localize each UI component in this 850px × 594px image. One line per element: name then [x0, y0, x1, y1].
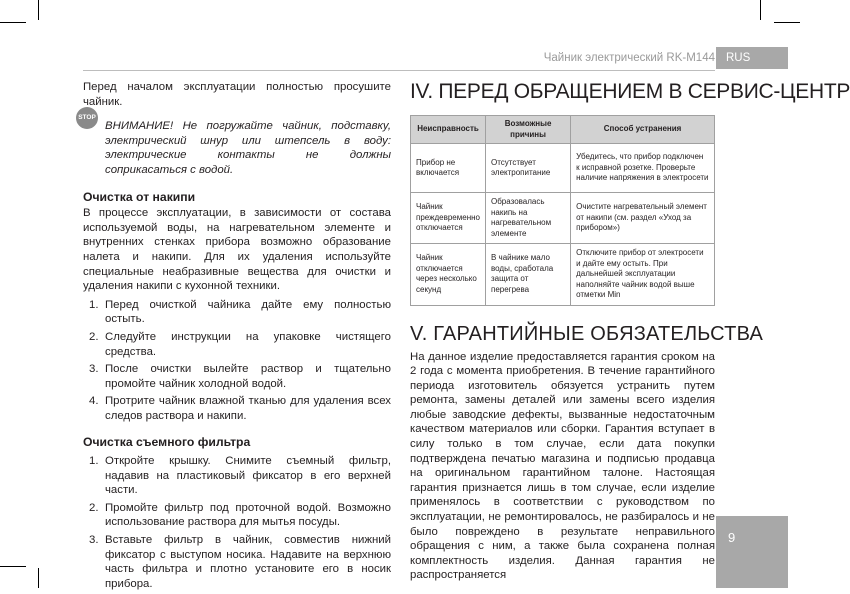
crop-mark: [38, 0, 39, 20]
stop-icon: STOP: [76, 107, 98, 129]
crop-mark: [0, 566, 26, 567]
table-row: [411, 144, 715, 193]
list-item: 4. Протрите чайник влажной тканью для удаления всех следов раствора и накипи.: [89, 395, 391, 422]
list-item: 1. Откройте крышку. Снимите съемный фильтр, надавив на пластиковый фиксатор в его верхней части.: [89, 455, 391, 497]
page-number: 9: [716, 516, 788, 588]
warning-text: ВНИМАНИЕ! Не погружайте чайник, подставку, электрический шнур или штепсель в воду: электрические контакты не должны соприкасаться с водой.: [105, 120, 391, 176]
scale-steps: [83, 298, 391, 424]
table-row: [411, 244, 715, 306]
list-item: 2. Следуйте инструкции на упаковке чистящего средства.: [89, 330, 391, 358]
table-cell: Чайник отключается через несколько секунд: [411, 244, 486, 306]
table-cell: Прибор не включается: [411, 144, 486, 193]
service-heading: IV. ПЕРЕД ОБРАЩЕНИЕМ В СЕРВИС-ЦЕНТР: [410, 80, 850, 103]
filter-heading: Очистка съемного фильтра: [83, 435, 251, 450]
list-item: 1. Перед очисткой чайника дайте ему полностью остыть.: [89, 298, 391, 326]
scale-text: В процессе эксплуатации, в зависимости от состава используемой воды, на нагревательном элементе и внутренних стенках прибора возможно образование налета и накипи. Для их удаления используйте специальные неабразивные вещества для очистки и удаления накипи с кухонной техники.: [83, 207, 391, 293]
crop-mark: [760, 0, 761, 20]
table-cell: Убедитесь, что прибор подключен к исправной розетке. Проверьте наличие напряжения в электросети: [571, 144, 715, 193]
scale-heading: Очистка от накипи: [83, 189, 196, 204]
table-cell: Отключите прибор от электросети и дайте ему остыть. При дальнейшей эксплуатации наполняйте чайник водой выше отметки Min: [571, 244, 715, 306]
left-column: [83, 80, 391, 594]
table-cell: Чайник преждевременно отключается: [411, 193, 486, 244]
table-cell: Очистите нагревательный элемент от накипи (см. раздел «Уход за прибором»): [571, 193, 715, 244]
list-item: 2. Промойте фильтр под проточной водой. Возможно использование раствора для мытья посуды.: [89, 501, 391, 529]
table-cell: Образовалась накипь на нагревательном элементе: [486, 193, 571, 244]
column-header: Способ устранения: [571, 116, 715, 144]
crop-mark: [38, 568, 39, 588]
table-row: [411, 193, 715, 244]
table-header-row: [411, 116, 715, 144]
crop-mark: [0, 22, 26, 23]
warranty-heading: V. ГАРАНТИЙНЫЕ ОБЯЗАТЕЛЬСТВА: [410, 322, 763, 345]
troubleshooting-table: [410, 115, 715, 306]
header-title: Чайник электрический RK-M144: [543, 52, 715, 64]
crop-mark: [774, 22, 800, 23]
header-divider: [83, 70, 715, 71]
list-item: 3. После очистки вылейте раствор и тщательно промойте чайник холодной водой.: [89, 363, 391, 390]
language-badge: RUS: [716, 47, 788, 69]
warranty-text: На данное изделие предоставляется гарантия сроком на 2 года с момента приобретения. В течение гарантийного периода изготовитель обязуется устранить путем ремонта, замены деталей или замены всего изделия любые заводские дефекты, вызванные недостаточным качеством материалов или сборки. Гарантия вступает в силу только в том случае, если дата покупки подтверждена печатью магазина и подписью продавца на оригинальном гарантийном талоне. Настоящая гарантия признается лишь в том случае, если изделие применялось в соответствии с руководством по эксплуатации, не ремонтировалось, не разбиралось и не было повреждено в результате неправильного обращения с ним, а также была сохранена полная комплектность изделия. Данная гарантия не распространяется: [410, 350, 715, 582]
table-cell: Отсутствует электропитание: [486, 144, 571, 193]
filter-steps: [83, 454, 391, 591]
table-cell: В чайнике мало воды, сработала защита от перегрева: [486, 244, 571, 306]
right-column: [410, 80, 850, 583]
column-header: Неисправность: [411, 116, 486, 144]
column-header: Возможные причины: [486, 116, 571, 144]
intro-text: Перед началом эксплуатации полностью просушите чайник.: [83, 81, 391, 108]
list-item: 3. Вставьте фильтр в чайник, совместив нижний фиксатор с выступом носика. Надавите на верхнюю часть фильтра и плотно установите его в носик прибора.: [89, 534, 391, 590]
